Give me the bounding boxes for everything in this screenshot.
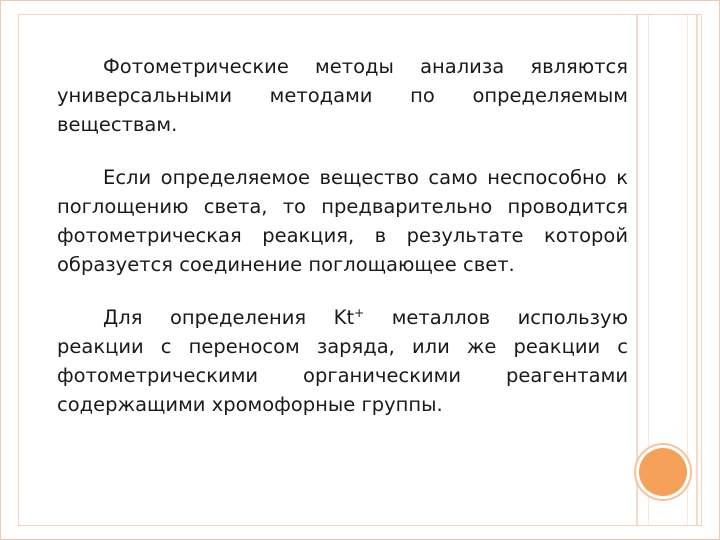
- paragraph-photometric-reaction: [57, 163, 628, 279]
- decorative-orange-circle: [639, 448, 687, 496]
- slide-body-text: [57, 52, 628, 419]
- paragraph-3-text-after: металлов использую реакции с переносом заряда, или же реакции с фотометрическими органическими реагентами содержащими хромофорные группы.: [57, 306, 628, 416]
- paragraph-1-text: Фотометрические методы анализа являются универсальными методами по определяемым веществам.: [57, 55, 628, 136]
- paragraph-3-text-before: Для определения Kt: [103, 306, 355, 329]
- paragraph-2-text: Если определяемое вещество само неспособно к поглощению света, то предварительно проводится фотометрическая реакция, в результате которой образуется соединение поглощающее свет.: [57, 166, 628, 276]
- paragraph-metal-determination: [57, 303, 628, 419]
- paragraph-photometric-methods: [57, 52, 628, 139]
- kt-charge-superscript: +: [354, 306, 365, 320]
